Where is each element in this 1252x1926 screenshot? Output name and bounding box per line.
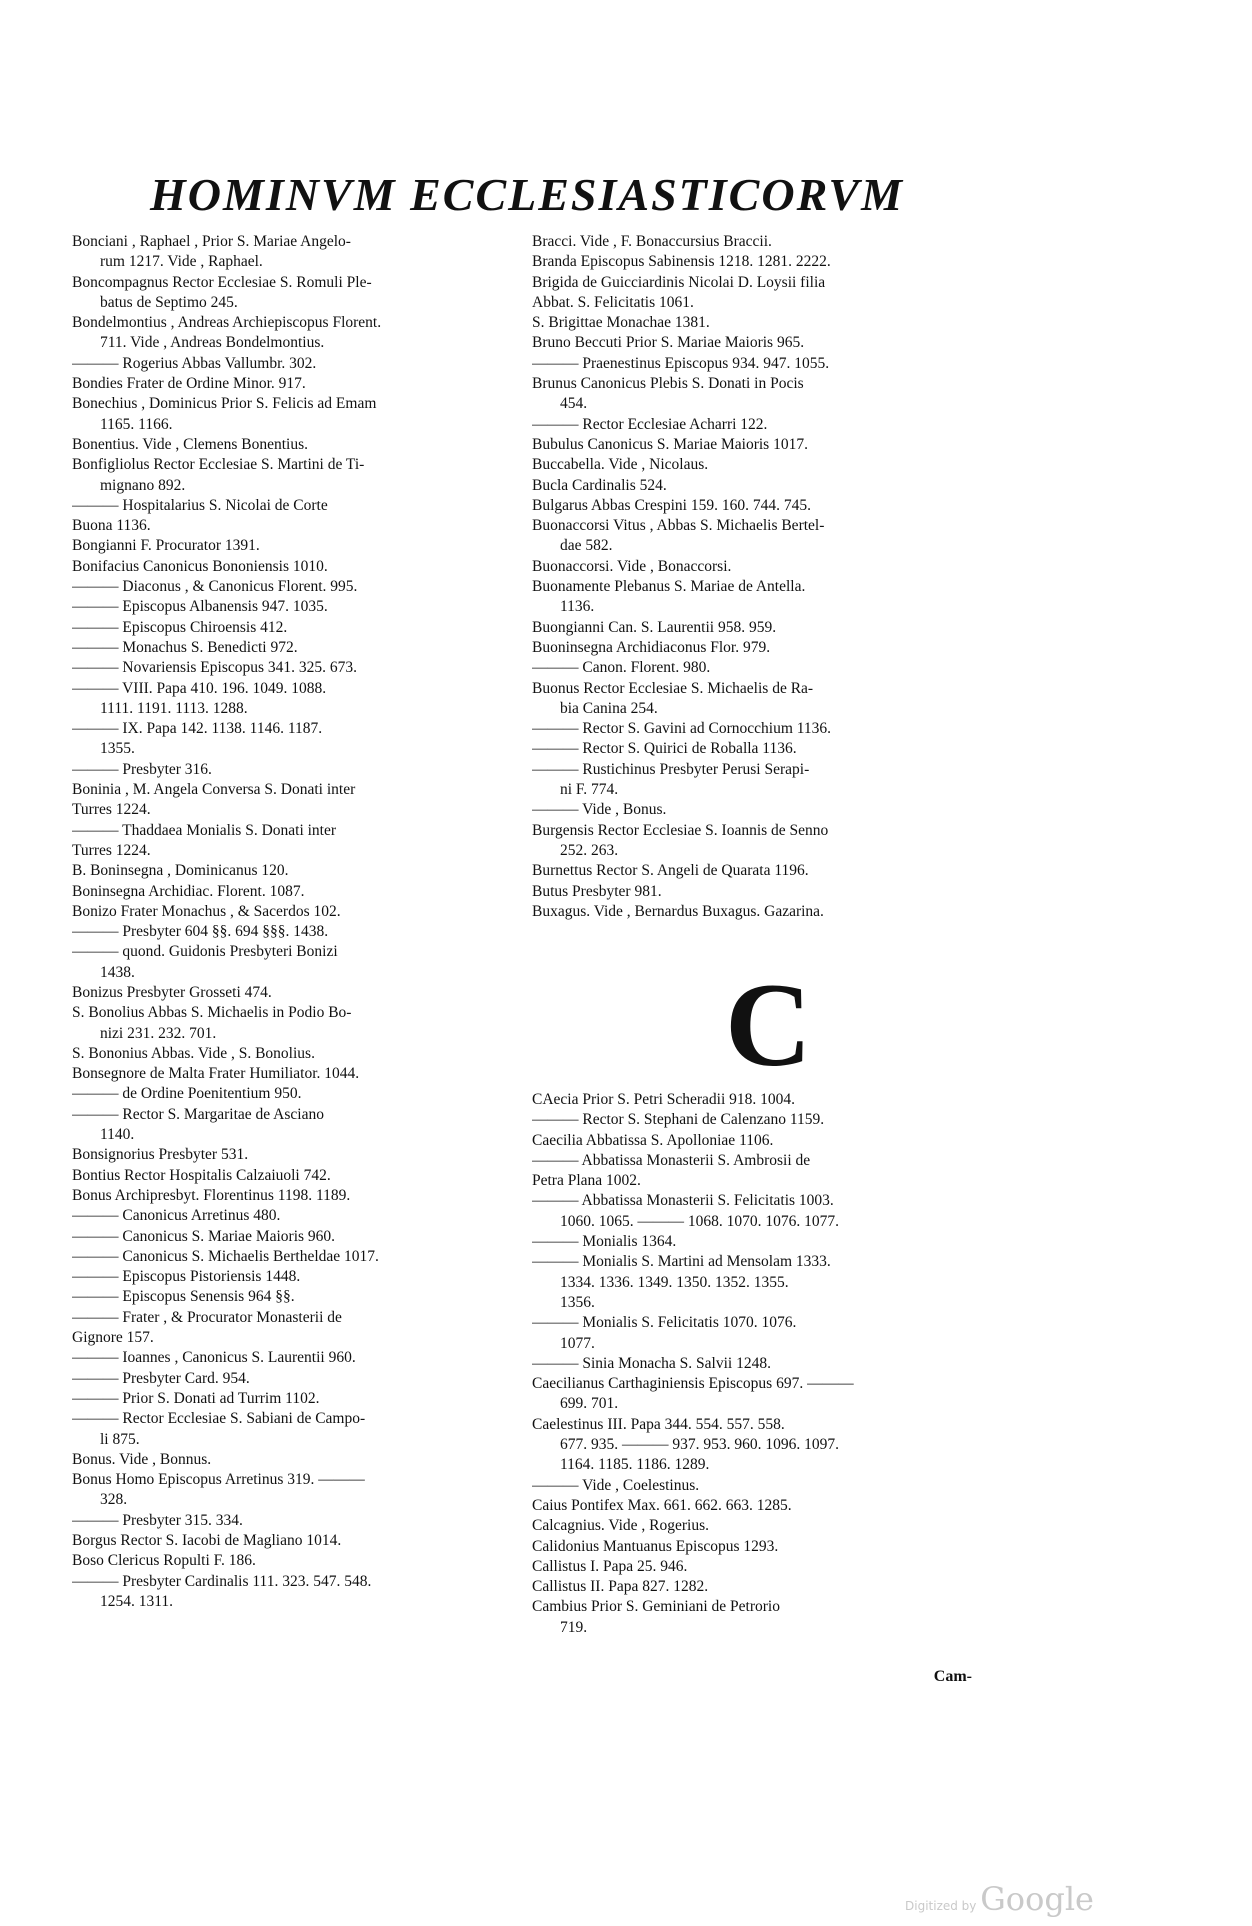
index-entry: ——— VIII. Papa 410. 196. 1049. 1088. (72, 679, 327, 697)
index-entry: Burgensis Rector Ecclesiae S. Ioannis de Senno (532, 821, 829, 839)
index-entry: rum 1217. Vide , Raphael. (100, 253, 263, 271)
index-entry: ——— Abbatissa Monasterii S. Felicitatis 1003. (532, 1192, 834, 1210)
index-entry: ——— Monachus S. Benedicti 972. (72, 638, 298, 656)
index-entry: Cambius Prior S. Geminiani de Petrorio (532, 1598, 780, 1616)
index-entry: 1254. 1311. (100, 1592, 174, 1610)
index-entry: batus de Septimo 245. (100, 293, 238, 311)
index-entry: Buonaccorsi. Vide , Bonaccorsi. (532, 557, 732, 575)
index-entry: 1355. (100, 740, 135, 758)
watermark-brand: Google (980, 1880, 1094, 1918)
index-entry: 328. (100, 1491, 128, 1509)
index-entry: ——— Episcopus Chiroensis 412. (72, 618, 288, 636)
index-entry: ——— Abbatissa Monasterii S. Ambrosii de (532, 1151, 811, 1169)
right-column-top (532, 232, 984, 922)
index-entry: ——— Canonicus Arretinus 480. (72, 1207, 281, 1225)
catchword: Cam- (933, 1668, 972, 1685)
index-entry: Branda Episcopus Sabinensis 1218. 1281. 2222. (532, 253, 831, 271)
index-entry: Buongianni Can. S. Laurentii 958. 959. (532, 618, 777, 636)
index-entry: ——— Rector S. Quirici de Roballa 1136. (532, 740, 797, 758)
index-entry: ——— quond. Guidonis Presbyteri Bonizi (72, 943, 338, 961)
index-entry: Borgus Rector S. Iacobi de Magliano 1014. (72, 1532, 342, 1549)
index-entry: 1165. 1166. (100, 415, 173, 433)
index-entry: CAecia Prior S. Petri Scheradii 918. 1004. (532, 1091, 796, 1108)
index-entry: ——— Hospitalarius S. Nicolai de Corte (72, 496, 328, 514)
index-entry: Bongianni F. Procurator 1391. (72, 537, 260, 555)
index-entry: Bulgarus Abbas Crespini 159. 160. 744. 745. (532, 496, 811, 514)
index-entry: Boninsegna Archidiac. Florent. 1087. (72, 882, 305, 900)
index-entry: nizi 231. 232. 701. (100, 1024, 217, 1042)
watermark (905, 1880, 1094, 1918)
index-entry: ——— Thaddaea Monialis S. Donati inter (72, 821, 337, 839)
index-entry: 719. (560, 1618, 588, 1636)
left-column (72, 232, 524, 1612)
index-entry: ——— Rogerius Abbas Vallumbr. 302. (72, 354, 317, 372)
index-entry: Brigida de Guicciardinis Nicolai D. Loysii filia (532, 273, 826, 291)
index-entry: S. Brigittae Monachae 1381. (532, 314, 710, 332)
index-entry: Buonus Rector Ecclesiae S. Michaelis de Ra- (532, 679, 814, 697)
index-entry: B. Boninsegna , Dominicanus 120. (72, 862, 289, 880)
index-entry: ——— Rector S. Stephani de Calenzano 1159. (532, 1111, 825, 1129)
index-entry: Caecilianus Carthaginiensis Episcopus 697. ——— (532, 1375, 854, 1393)
index-entry: Callistus I. Papa 25. 946. (532, 1557, 688, 1575)
index-entry: ——— Canon. Florent. 980. (532, 659, 711, 677)
index-entry: S. Bononius Abbas. Vide , S. Bonolius. (72, 1044, 315, 1062)
section-letter: C (725, 958, 812, 1091)
index-entry: Bonsegnore de Malta Frater Humiliator. 1044. (72, 1065, 360, 1083)
index-entry: Caius Pontifex Max. 661. 662. 663. 1285. (532, 1496, 792, 1514)
index-entry: ——— Episcopus Pistoriensis 1448. (72, 1268, 301, 1286)
index-entry: ni F. 774. (560, 781, 619, 799)
index-entry: Bubulus Canonicus S. Mariae Maioris 1017. (532, 435, 808, 453)
index-entry: Boncompagnus Rector Ecclesiae S. Romuli Ple- (72, 273, 372, 291)
index-entry: Boninia , M. Angela Conversa S. Donati inter (72, 781, 356, 799)
index-entry: ——— Rector S. Margaritae de Asciano (72, 1105, 324, 1123)
index-entry: ——— Diaconus , & Canonicus Florent. 995. (72, 578, 358, 596)
index-entry: Brunus Canonicus Plebis S. Donati in Pocis (532, 375, 804, 393)
index-entry: Bonechius , Dominicus Prior S. Felicis ad Emam (72, 395, 377, 413)
index-entry: ——— Rustichinus Presbyter Perusi Serapi- (532, 760, 810, 778)
index-entry: ——— Presbyter 604 §§. 694 §§§. 1438. (72, 923, 329, 941)
index-entry: 1356. (560, 1293, 595, 1311)
index-entry: 1164. 1185. 1186. 1289. (560, 1456, 710, 1474)
index-entry: Buona 1136. (72, 517, 151, 535)
index-entry: ——— Praenestinus Episcopus 934. 947. 1055. (532, 354, 830, 372)
index-entry: Caelestinus III. Papa 344. 554. 557. 558. (532, 1415, 785, 1433)
index-entry: 454. (560, 395, 588, 413)
index-entry: Bonus Archipresbyt. Florentinus 1198. 1189. (72, 1186, 351, 1204)
index-entry: 1438. (100, 963, 135, 981)
index-entry: ——— Sinia Monacha S. Salvii 1248. (532, 1354, 771, 1372)
index-entry: ——— Prior S. Donati ad Turrim 1102. (72, 1389, 320, 1407)
index-entry: Buccabella. Vide , Nicolaus. (532, 456, 709, 474)
index-entry: Turres 1224. (72, 841, 151, 859)
index-entry: ——— Rector S. Gavini ad Cornocchium 1136. (532, 720, 832, 738)
index-entry: Bonentius. Vide , Clemens Bonentius. (72, 435, 309, 453)
index-entry: Buonamente Plebanus S. Mariae de Antella. (532, 578, 806, 596)
index-entry: li 875. (100, 1430, 140, 1448)
index-entry: ——— de Ordine Poenitentium 950. (72, 1085, 302, 1103)
index-entry: S. Bonolius Abbas S. Michaelis in Podio Bo- (72, 1004, 352, 1022)
page-title: HOMINVM ECCLESIASTICORVM (150, 169, 905, 220)
index-entry: Bonus Homo Episcopus Arretinus 319. ——— (72, 1471, 365, 1489)
index-entry: 711. Vide , Andreas Bondelmontius. (100, 334, 325, 352)
index-entry: Bucla Cardinalis 524. (532, 476, 667, 494)
index-entry: 1136. (560, 598, 595, 616)
index-entry: Bondelmontius , Andreas Archiepiscopus Florent. (72, 314, 382, 332)
index-entry: ——— Rector Ecclesiae S. Sabiani de Campo- (72, 1410, 366, 1428)
index-entry: 1334. 1336. 1349. 1350. 1352. 1355. (560, 1273, 789, 1291)
index-entry: dae 582. (560, 537, 613, 555)
index-entry: ——— Canonicus S. Mariae Maioris 960. (72, 1227, 336, 1245)
index-entry: 1140. (100, 1126, 135, 1144)
index-entry: ——— Episcopus Senensis 964 §§. (72, 1288, 295, 1306)
index-entry: ——— Presbyter Cardinalis 111. 323. 547. 548. (72, 1572, 372, 1590)
index-entry: Bonsignorius Presbyter 531. (72, 1146, 249, 1164)
index-entry: Bonizo Frater Monachus , & Sacerdos 102. (72, 902, 341, 920)
index-entry: ——— IX. Papa 142. 1138. 1146. 1187. (72, 720, 323, 738)
index-entry: ——— Vide , Coelestinus. (532, 1476, 700, 1494)
index-entry: ——— Rector Ecclesiae Acharri 122. (532, 415, 768, 433)
index-entry: Petra Plana 1002. (532, 1172, 641, 1190)
index-entry: ——— Frater , & Procurator Monasterii de (72, 1308, 342, 1326)
index-entry: 252. 263. (560, 841, 619, 859)
index-entry: ——— Ioannes , Canonicus S. Laurentii 960. (72, 1349, 356, 1367)
index-entry: Bonus. Vide , Bonnus. (72, 1450, 212, 1468)
index-entry: Bonfigliolus Rector Ecclesiae S. Martini de Ti- (72, 456, 365, 474)
index-entry: Abbat. S. Felicitatis 1061. (532, 293, 694, 311)
index-entry: 1060. 1065. ——— 1068. 1070. 1076. 1077. (560, 1212, 839, 1230)
index-entry: ——— Presbyter 315. 334. (72, 1511, 243, 1529)
index-entry: ——— Canonicus S. Michaelis Bertheldae 1017. (72, 1247, 379, 1265)
index-entry: 677. 935. ——— 937. 953. 960. 1096. 1097. (560, 1436, 839, 1454)
index-entry: Calcagnius. Vide , Rogerius. (532, 1517, 710, 1535)
index-entry: Bonizus Presbyter Grosseti 474. (72, 983, 272, 1001)
index-entry: Buxagus. Vide , Bernardus Buxagus. Gazarina. (532, 902, 824, 920)
index-entry: Gignore 157. (72, 1329, 154, 1347)
index-entry: ——— Vide , Bonus. (532, 801, 667, 819)
index-entry: Turres 1224. (72, 801, 151, 819)
index-entry: Boso Clericus Ropulti F. 186. (72, 1552, 256, 1570)
index-entry: Butus Presbyter 981. (532, 882, 662, 900)
index-entry: Burnettus Rector S. Angeli de Quarata 1196. (532, 862, 809, 880)
index-entry: ——— Presbyter 316. (72, 760, 212, 778)
index-entry: 1077. (560, 1334, 595, 1352)
index-entry: ——— Presbyter Card. 954. (72, 1369, 250, 1387)
index-entry: Calidonius Mantuanus Episcopus 1293. (532, 1537, 779, 1555)
index-entry: Caecilia Abbatissa S. Apolloniae 1106. (532, 1131, 774, 1149)
index-entry: Callistus II. Papa 827. 1282. (532, 1578, 709, 1596)
index-entry: ——— Monialis 1364. (532, 1233, 677, 1251)
index-entry: Buonaccorsi Vitus , Abbas S. Michaelis Bertel- (532, 517, 825, 535)
watermark-prefix: Digitized by (905, 1899, 977, 1913)
index-entry: Bonifacius Canonicus Bononiensis 1010. (72, 557, 328, 575)
index-entry: ——— Episcopus Albanensis 947. 1035. (72, 598, 328, 616)
index-entry: Bruno Beccuti Prior S. Mariae Maioris 965. (532, 334, 805, 352)
index-entry: Bontius Rector Hospitalis Calzaiuoli 742. (72, 1166, 331, 1184)
index-entry: Bonciani , Raphael , Prior S. Mariae Angelo- (72, 233, 351, 250)
right-column-bottom (532, 1090, 984, 1638)
index-entry: 699. 701. (560, 1395, 619, 1413)
index-entry: mignano 892. (100, 476, 186, 494)
index-entry: Bondies Frater de Ordine Minor. 917. (72, 375, 306, 393)
index-entry: 1111. 1191. 1113. 1288. (100, 699, 248, 717)
index-entry: ——— Novariensis Episcopus 341. 325. 673. (72, 659, 358, 677)
index-entry: Bracci. Vide , F. Bonaccursius Braccii. (532, 233, 772, 250)
index-entry: ——— Monialis S. Martini ad Mensolam 1333. (532, 1253, 831, 1271)
index-entry: Buoninsegna Archidiaconus Flor. 979. (532, 638, 771, 656)
index-entry: bia Canina 254. (560, 699, 658, 717)
index-entry: ——— Monialis S. Felicitatis 1070. 1076. (532, 1314, 797, 1332)
